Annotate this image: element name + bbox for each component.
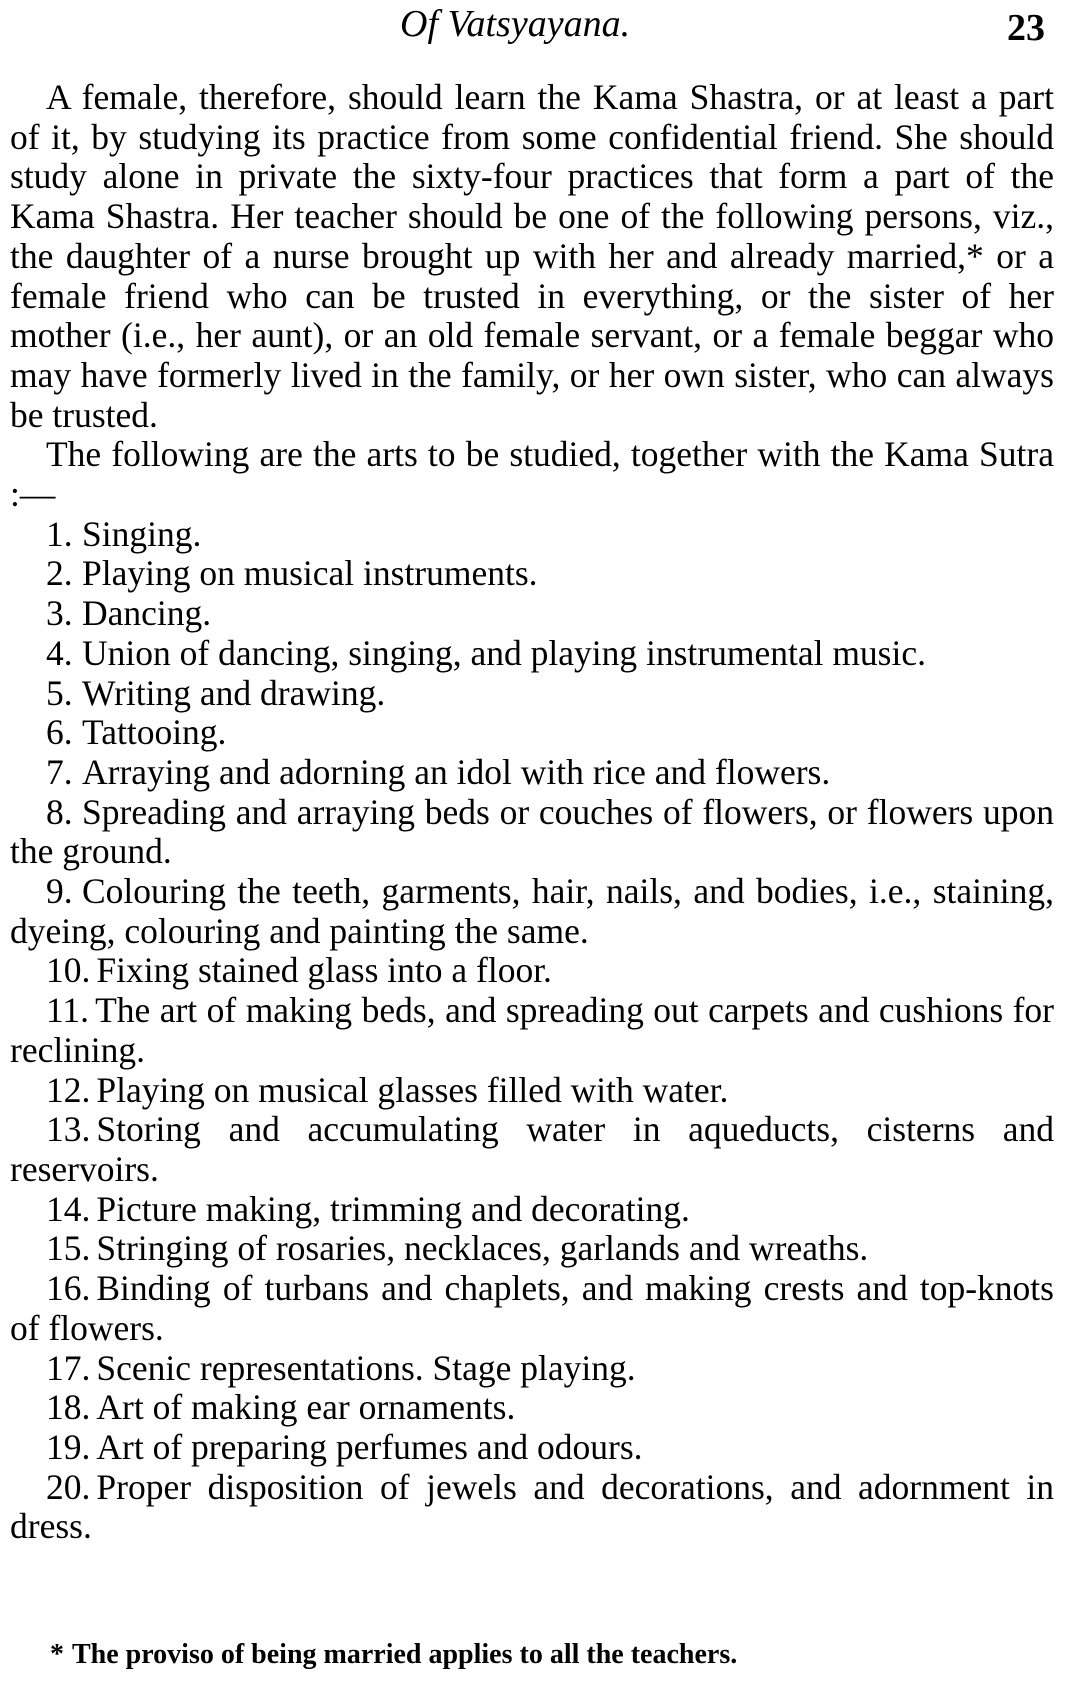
list-item — [10, 515, 1054, 555]
list-text: Playing on musical instruments. — [82, 553, 538, 594]
list-text: Playing on musical glasses filled with water. — [96, 1069, 729, 1110]
list-number: 1. — [46, 513, 73, 554]
arts-list — [10, 515, 1054, 1547]
list-text: Art of preparing perfumes and odours. — [96, 1426, 643, 1467]
list-number: 2. — [46, 553, 73, 594]
list-text: Dancing. — [82, 593, 212, 634]
list-number: 6. — [46, 712, 73, 753]
list-number: 4. — [46, 632, 73, 673]
list-text: Arraying and adorning an idol with rice and flowers. — [82, 751, 831, 792]
running-title: Of Vatsyayana. — [400, 3, 631, 45]
list-item — [10, 634, 1054, 674]
list-number: 10. — [46, 950, 91, 991]
list-item — [10, 1229, 1054, 1269]
list-item — [10, 1071, 1054, 1111]
list-item — [10, 1388, 1054, 1428]
footnote-text: The proviso of being married applies to all the teachers. — [72, 1639, 738, 1670]
list-number: 17. — [46, 1347, 91, 1388]
list-item — [10, 1269, 1054, 1348]
list-item — [10, 713, 1054, 753]
list-number: 19. — [46, 1426, 91, 1467]
list-item — [10, 594, 1054, 634]
list-number: 11. — [46, 990, 90, 1031]
list-item — [10, 951, 1054, 991]
list-text: Art of making ear ornaments. — [96, 1387, 516, 1428]
list-item — [10, 991, 1054, 1070]
list-number: 14. — [46, 1188, 91, 1229]
list-text: Colouring the teeth, garments, hair, nails, and bodies, i.e., staining, dyeing, colouring and painting the same. — [10, 871, 1054, 951]
list-item — [10, 753, 1054, 793]
list-number: 18. — [46, 1387, 91, 1428]
page-header — [0, 0, 1067, 60]
list-number: 5. — [46, 672, 73, 713]
list-number: 3. — [46, 593, 73, 634]
list-item — [10, 1110, 1054, 1189]
list-item — [10, 1190, 1054, 1230]
footnote — [50, 1638, 737, 1672]
list-number: 12. — [46, 1069, 91, 1110]
list-number: 9. — [46, 871, 73, 912]
list-text: Union of dancing, singing, and playing instrumental music. — [82, 632, 926, 673]
footnote-mark: * — [50, 1639, 64, 1670]
list-text: Spreading and arraying beds or couches of flowers, or flowers upon the ground. — [10, 791, 1054, 872]
list-number: 8. — [46, 791, 73, 832]
list-number: 15. — [46, 1228, 91, 1269]
list-item — [10, 872, 1054, 951]
list-number: 20. — [46, 1466, 91, 1507]
list-text: Picture making, trimming and decorating. — [96, 1188, 690, 1229]
list-text: Stringing of rosaries, necklaces, garlands and wreaths. — [96, 1228, 869, 1269]
paragraph: A female, therefore, should learn the Kama Shastra, or at least a part of it, by studying its practice from some confidential friend. She should study alone in private the sixty-four practices that form a part of the Kama Shastra. Her teacher should be one of the following persons, viz., the daughter of a nurse brought up with her and already married,* or a female friend who can be trusted in everything, or the sister of her mother (i.e., her aunt), or an old female servant, or a female beggar who may have formerly lived in the family, or her own sister, who can always be trusted. — [10, 77, 1054, 435]
list-text: Scenic representations. Stage playing. — [96, 1347, 636, 1388]
list-text: Singing. — [82, 513, 202, 554]
list-number: 7. — [46, 751, 73, 792]
list-number: 16. — [46, 1268, 91, 1309]
list-text: Fixing stained glass into a floor. — [96, 950, 552, 991]
list-text: Binding of turbans and chaplets, and making crests and top-knots of flowers. — [10, 1268, 1054, 1348]
list-text: Proper disposition of jewels and decorations, and adornment in dress. — [10, 1466, 1054, 1547]
list-item — [10, 1349, 1054, 1389]
list-text: Tattooing. — [82, 712, 227, 753]
list-item — [10, 554, 1054, 594]
list-text: The art of making beds, and spreading out carpets and cushions for reclining. — [10, 990, 1054, 1070]
list-item — [10, 1468, 1054, 1547]
list-item — [10, 1428, 1054, 1468]
list-item — [10, 793, 1054, 872]
page-number: 23 — [1007, 7, 1045, 49]
list-number: 13. — [46, 1109, 91, 1150]
body-text — [10, 78, 1054, 1547]
list-text: Writing and drawing. — [82, 672, 386, 713]
list-text: Storing and accumulating water in aqueducts, cisterns and reservoirs. — [10, 1109, 1054, 1189]
list-item — [10, 674, 1054, 714]
paragraph: The following are the arts to be studied, together with the Kama Sutra :— — [10, 434, 1054, 515]
